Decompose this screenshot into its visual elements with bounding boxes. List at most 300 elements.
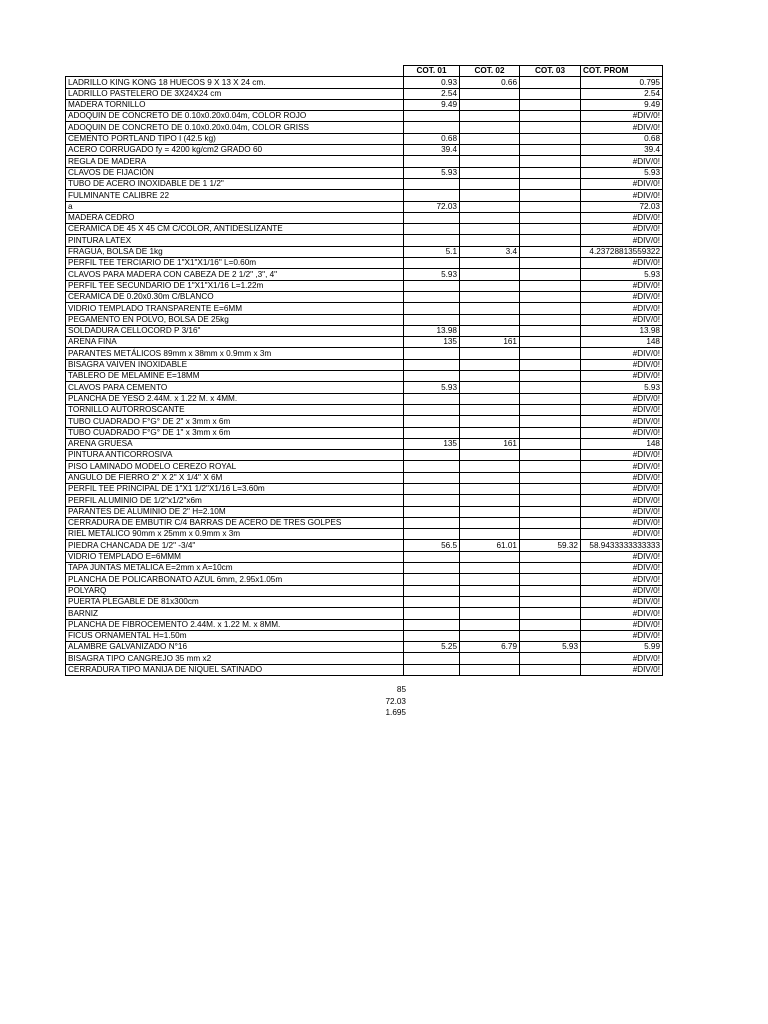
cell-cot-prom[interactable]: 4.23728813559322 xyxy=(581,246,663,257)
cell-description[interactable]: PLANCHA DE FIBROCEMENTO 2.44M. x 1.22 M. x 8MM. xyxy=(66,619,404,630)
cell-cot-01[interactable] xyxy=(404,619,460,630)
cell-cot-03[interactable] xyxy=(520,111,581,122)
cell-cot-02[interactable] xyxy=(460,212,520,223)
cell-cot-02[interactable] xyxy=(460,258,520,269)
cell-cot-01[interactable] xyxy=(404,574,460,585)
cell-cot-01[interactable] xyxy=(404,585,460,596)
cell-description[interactable]: CERRADURA TIPO MANIJA DE NIQUEL SATINADO xyxy=(66,664,404,675)
table-row xyxy=(66,540,663,551)
cell-description[interactable]: BARNIZ xyxy=(66,608,404,619)
cell-cot-03[interactable] xyxy=(520,156,581,167)
cell-cot-03[interactable] xyxy=(520,608,581,619)
cell-cot-prom[interactable]: 148 xyxy=(581,337,663,348)
cell-cot-prom[interactable]: #DIV/0! xyxy=(581,495,663,506)
cell-cot-02[interactable]: 3.4 xyxy=(460,246,520,257)
cell-cot-prom[interactable]: 5.93 xyxy=(581,269,663,280)
cell-cot-03[interactable] xyxy=(520,348,581,359)
cell-cot-prom[interactable]: #DIV/0! xyxy=(581,291,663,302)
cell-cot-01[interactable] xyxy=(404,450,460,461)
table-row xyxy=(66,642,663,653)
cell-description[interactable]: SOLDADURA CELLOCORD P 3/16" xyxy=(66,325,404,336)
cell-cot-01[interactable] xyxy=(404,178,460,189)
cell-cot-02[interactable] xyxy=(460,450,520,461)
cell-cot-prom[interactable]: #DIV/0! xyxy=(581,212,663,223)
table-row xyxy=(66,280,663,291)
cell-cot-02[interactable] xyxy=(460,156,520,167)
cell-cot-prom[interactable]: #DIV/0! xyxy=(581,348,663,359)
cell-description[interactable]: TABLERO DE MELAMINE E=18MM xyxy=(66,371,404,382)
cell-cot-01[interactable] xyxy=(404,291,460,302)
cell-cot-03[interactable] xyxy=(520,133,581,144)
cell-cot-01[interactable] xyxy=(404,416,460,427)
cell-cot-prom[interactable]: #DIV/0! xyxy=(581,461,663,472)
cell-cot-prom[interactable]: #DIV/0! xyxy=(581,371,663,382)
cell-description[interactable]: PISO LAMINADO MODELO CEREZO ROYAL xyxy=(66,461,404,472)
cell-cot-prom[interactable]: #DIV/0! xyxy=(581,517,663,528)
cell-cot-01[interactable]: 5.93 xyxy=(404,167,460,178)
cell-cot-01[interactable] xyxy=(404,517,460,528)
cell-cot-02[interactable] xyxy=(460,314,520,325)
cell-cot-02[interactable] xyxy=(460,404,520,415)
cell-cot-01[interactable] xyxy=(404,472,460,483)
cell-cot-02[interactable]: 0.66 xyxy=(460,77,520,88)
cell-cot-01[interactable] xyxy=(404,190,460,201)
header-cot-01[interactable]: COT. 01 xyxy=(404,66,460,77)
cell-cot-01[interactable] xyxy=(404,393,460,404)
cell-description[interactable]: CERAMICA DE 45 X 45 CM C/COLOR, ANTIDESLIZANTE xyxy=(66,224,404,235)
cell-cot-01[interactable] xyxy=(404,596,460,607)
cell-cot-prom[interactable]: #DIV/0! xyxy=(581,483,663,494)
cell-cot-03[interactable] xyxy=(520,596,581,607)
table-row xyxy=(66,325,663,336)
cell-cot-01[interactable] xyxy=(404,608,460,619)
cell-cot-02[interactable] xyxy=(460,461,520,472)
cell-description[interactable]: PLANCHA DE POLICARBONATO AZUL 6mm, 2.95x1.05m xyxy=(66,574,404,585)
cell-cot-01[interactable]: 5.1 xyxy=(404,246,460,257)
table-row xyxy=(66,483,663,494)
cell-cot-01[interactable] xyxy=(404,563,460,574)
cell-cot-01[interactable] xyxy=(404,224,460,235)
cell-cot-02[interactable] xyxy=(460,359,520,370)
cell-description[interactable]: TORNILLO AUTORROSCANTE xyxy=(66,404,404,415)
cell-cot-prom[interactable]: 0.68 xyxy=(581,133,663,144)
cell-description[interactable]: CERAMICA DE 0.20x0.30m C/BLANCO xyxy=(66,291,404,302)
cell-cot-03[interactable] xyxy=(520,427,581,438)
cell-cot-03[interactable] xyxy=(520,325,581,336)
cell-cot-03[interactable] xyxy=(520,190,581,201)
cell-cot-03[interactable] xyxy=(520,224,581,235)
cell-cot-03[interactable] xyxy=(520,495,581,506)
cell-cot-prom[interactable]: #DIV/0! xyxy=(581,280,663,291)
cell-cot-01[interactable]: 5.25 xyxy=(404,642,460,653)
cell-cot-prom[interactable]: #DIV/0! xyxy=(581,551,663,562)
cell-cot-prom[interactable]: #DIV/0! xyxy=(581,427,663,438)
cell-cot-prom[interactable]: 9.49 xyxy=(581,99,663,110)
cell-cot-03[interactable]: 5.93 xyxy=(520,642,581,653)
cell-cot-01[interactable] xyxy=(404,664,460,675)
cell-cot-01[interactable] xyxy=(404,371,460,382)
cell-cot-prom[interactable]: #DIV/0! xyxy=(581,404,663,415)
cell-description[interactable]: ANGULO DE FIERRO 2" X 2" X 1/4" X 6M xyxy=(66,472,404,483)
cell-cot-01[interactable] xyxy=(404,506,460,517)
cell-cot-prom[interactable]: 148 xyxy=(581,438,663,449)
table-row xyxy=(66,314,663,325)
header-cot-prom[interactable]: COT. PROM xyxy=(581,66,663,77)
cell-cot-prom[interactable]: #DIV/0! xyxy=(581,190,663,201)
cell-cot-02[interactable] xyxy=(460,472,520,483)
cell-cot-prom[interactable]: #DIV/0! xyxy=(581,258,663,269)
cell-cot-prom[interactable]: #DIV/0! xyxy=(581,122,663,133)
cell-cot-03[interactable] xyxy=(520,212,581,223)
cell-cot-02[interactable] xyxy=(460,551,520,562)
cell-cot-prom[interactable]: 72.03 xyxy=(581,201,663,212)
cell-description[interactable]: TUBO CUADRADO F°G° DE 1" x 3mm x 6m xyxy=(66,427,404,438)
cell-cot-01[interactable] xyxy=(404,156,460,167)
cell-cot-02[interactable] xyxy=(460,585,520,596)
table-row xyxy=(66,178,663,189)
cell-description[interactable]: PERFIL TEE PRINCIPAL DE 1"X1 1/2"X1/16 L=3.60m xyxy=(66,483,404,494)
header-cot-03[interactable]: COT. 03 xyxy=(520,66,581,77)
cell-description[interactable]: PEGAMENTO EN POLVO, BOLSA DE 25kg xyxy=(66,314,404,325)
cell-cot-01[interactable]: 13.98 xyxy=(404,325,460,336)
cell-cot-03[interactable] xyxy=(520,416,581,427)
cell-cot-03[interactable] xyxy=(520,382,581,393)
cell-description[interactable]: VIDRIO TEMPLADO TRANSPARENTE E=6MM xyxy=(66,303,404,314)
cell-description[interactable]: CLAVOS DE FIJACIÓN xyxy=(66,167,404,178)
cell-cot-02[interactable] xyxy=(460,178,520,189)
cell-cot-02[interactable] xyxy=(460,495,520,506)
cell-cot-prom[interactable]: 0.795 xyxy=(581,77,663,88)
cell-cot-02[interactable] xyxy=(460,371,520,382)
cell-cot-02[interactable]: 6.79 xyxy=(460,642,520,653)
cell-description[interactable]: VIDRIO TEMPLADO E=6MMM xyxy=(66,551,404,562)
table-row xyxy=(66,438,663,449)
cell-cot-02[interactable] xyxy=(460,653,520,664)
cell-cot-02[interactable] xyxy=(460,269,520,280)
cell-cot-prom[interactable]: #DIV/0! xyxy=(581,235,663,246)
cell-cot-02[interactable] xyxy=(460,416,520,427)
cell-description[interactable]: PUERTA PLEGABLE DE 81x300cm xyxy=(66,596,404,607)
cell-cot-01[interactable] xyxy=(404,111,460,122)
cell-cot-02[interactable] xyxy=(460,483,520,494)
loose-value-cell[interactable]: 85 xyxy=(396,685,406,694)
cell-cot-03[interactable] xyxy=(520,472,581,483)
loose-value-cell[interactable]: 72.03 xyxy=(385,696,406,706)
cell-cot-prom[interactable]: #DIV/0! xyxy=(581,574,663,585)
cell-cot-03[interactable] xyxy=(520,280,581,291)
cell-cot-02[interactable] xyxy=(460,224,520,235)
cell-cot-03[interactable] xyxy=(520,461,581,472)
cell-cot-02[interactable] xyxy=(460,563,520,574)
cell-cot-01[interactable] xyxy=(404,280,460,291)
table-row xyxy=(66,393,663,404)
cell-cot-03[interactable] xyxy=(520,88,581,99)
cell-cot-02[interactable] xyxy=(460,133,520,144)
cell-cot-01[interactable] xyxy=(404,461,460,472)
cell-cot-03[interactable] xyxy=(520,574,581,585)
cell-cot-02[interactable] xyxy=(460,348,520,359)
cell-cot-02[interactable] xyxy=(460,111,520,122)
cell-cot-02[interactable] xyxy=(460,619,520,630)
cell-cot-03[interactable] xyxy=(520,450,581,461)
cell-cot-02[interactable] xyxy=(460,167,520,178)
cell-cot-prom[interactable]: #DIV/0! xyxy=(581,596,663,607)
cell-description[interactable]: ARENA GRUESA xyxy=(66,438,404,449)
cell-cot-02[interactable] xyxy=(460,506,520,517)
cell-cot-prom[interactable]: #DIV/0! xyxy=(581,608,663,619)
cell-description[interactable]: ACERO CORRUGADO fy = 4200 kg/cm2 GRADO 60 xyxy=(66,145,404,156)
cell-cot-02[interactable] xyxy=(460,393,520,404)
cell-cot-03[interactable] xyxy=(520,619,581,630)
cell-cot-02[interactable] xyxy=(460,190,520,201)
header-cot-02[interactable]: COT. 02 xyxy=(460,66,520,77)
cell-cot-02[interactable] xyxy=(460,517,520,528)
table-row xyxy=(66,461,663,472)
cell-cot-03[interactable] xyxy=(520,303,581,314)
cell-cot-01[interactable]: 2.54 xyxy=(404,88,460,99)
cell-cot-prom[interactable]: #DIV/0! xyxy=(581,619,663,630)
cell-cot-01[interactable]: 39.4 xyxy=(404,145,460,156)
cell-description[interactable]: PINTURA LATEX xyxy=(66,235,404,246)
cell-cot-01[interactable]: 56.5 xyxy=(404,540,460,551)
cell-cot-03[interactable] xyxy=(520,359,581,370)
cell-description[interactable]: CLAVOS PARA MADERA CON CABEZA DE 2 1/2" ,3", 4" xyxy=(66,269,404,280)
cell-cot-02[interactable] xyxy=(460,99,520,110)
cell-description[interactable]: BISAGRA TIPO CANGREJO 35 mm x2 xyxy=(66,653,404,664)
cell-cot-prom[interactable]: #DIV/0! xyxy=(581,450,663,461)
cell-cot-prom[interactable]: 58.9433333333333 xyxy=(581,540,663,551)
cell-cot-prom[interactable]: 13.98 xyxy=(581,325,663,336)
cell-cot-03[interactable] xyxy=(520,438,581,449)
cell-cot-02[interactable]: 61.01 xyxy=(460,540,520,551)
cell-cot-03[interactable] xyxy=(520,178,581,189)
cell-description[interactable]: PARANTES DE ALUMINIO DE 2" H=2.10M xyxy=(66,506,404,517)
cell-description[interactable]: FICUS ORNAMENTAL H=1.50m xyxy=(66,630,404,641)
cell-cot-01[interactable] xyxy=(404,258,460,269)
cell-description[interactable]: TUBO DE ACERO INOXIDABLE DE 1 1/2" xyxy=(66,178,404,189)
cell-cot-prom[interactable]: #DIV/0! xyxy=(581,472,663,483)
cell-cot-02[interactable] xyxy=(460,280,520,291)
cell-cot-03[interactable] xyxy=(520,291,581,302)
cell-description[interactable]: ADOQUIN DE CONCRETO DE 0.10x0.20x0.04m, COLOR GRISS xyxy=(66,122,404,133)
cell-cot-02[interactable] xyxy=(460,145,520,156)
header-row xyxy=(66,66,663,77)
cell-cot-03[interactable] xyxy=(520,337,581,348)
cell-cot-01[interactable] xyxy=(404,348,460,359)
cell-cot-01[interactable] xyxy=(404,483,460,494)
cell-cot-02[interactable] xyxy=(460,291,520,302)
cell-cot-03[interactable] xyxy=(520,122,581,133)
cell-cot-03[interactable] xyxy=(520,145,581,156)
table-row xyxy=(66,653,663,664)
cell-description[interactable]: FRAGUA, BOLSA DE 1kg xyxy=(66,246,404,257)
cell-description[interactable]: PARANTES METÁLICOS 89mm x 38mm x 0.9mm x 3m xyxy=(66,348,404,359)
cell-cot-prom[interactable]: #DIV/0! xyxy=(581,563,663,574)
cell-description[interactable]: PIEDRA CHANCADA DE 1/2" -3/4" xyxy=(66,540,404,551)
cell-description[interactable]: PERFIL TEE SECUNDARIO DE 1"X1"X1/16 L=1.22m xyxy=(66,280,404,291)
cell-cot-02[interactable] xyxy=(460,664,520,675)
cell-cot-prom[interactable]: #DIV/0! xyxy=(581,178,663,189)
cell-cot-01[interactable]: 9.49 xyxy=(404,99,460,110)
cell-cot-01[interactable] xyxy=(404,529,460,540)
cell-cot-03[interactable]: 59.32 xyxy=(520,540,581,551)
cell-cot-01[interactable] xyxy=(404,235,460,246)
cell-cot-prom[interactable]: #DIV/0! xyxy=(581,111,663,122)
cell-cot-01[interactable] xyxy=(404,427,460,438)
cell-description[interactable]: POLYARQ xyxy=(66,585,404,596)
table-row xyxy=(66,88,663,99)
table-row xyxy=(66,495,663,506)
cell-cot-prom[interactable]: #DIV/0! xyxy=(581,393,663,404)
cell-description[interactable]: MADERA CEDRO xyxy=(66,212,404,223)
cell-description[interactable]: PINTURA ANTICORROSIVA xyxy=(66,450,404,461)
cell-cot-prom[interactable]: #DIV/0! xyxy=(581,156,663,167)
cell-description[interactable]: ALAMBRE GALVANIZADO N°16 xyxy=(66,642,404,653)
cell-cot-03[interactable] xyxy=(520,371,581,382)
cell-cot-02[interactable] xyxy=(460,201,520,212)
cell-description[interactable]: ARENA FINA xyxy=(66,337,404,348)
cell-cot-03[interactable] xyxy=(520,551,581,562)
cell-cot-01[interactable]: 135 xyxy=(404,438,460,449)
cell-description[interactable]: PERFIL ALUMINIO DE 1/2"x1/2"x6m xyxy=(66,495,404,506)
cell-cot-02[interactable] xyxy=(460,235,520,246)
table-row xyxy=(66,506,663,517)
table-row xyxy=(66,190,663,201)
cell-cot-prom[interactable]: #DIV/0! xyxy=(581,314,663,325)
table-row xyxy=(66,630,663,641)
cell-description[interactable]: PERFIL TEE TERCIARIO DE 1"X1"X1/16" L=0.60m xyxy=(66,258,404,269)
cell-cot-02[interactable] xyxy=(460,122,520,133)
cell-cot-03[interactable] xyxy=(520,201,581,212)
cell-cot-02[interactable] xyxy=(460,574,520,585)
table-row xyxy=(66,416,663,427)
cell-cot-01[interactable] xyxy=(404,551,460,562)
cell-cot-prom[interactable]: #DIV/0! xyxy=(581,630,663,641)
cell-cot-03[interactable] xyxy=(520,529,581,540)
cell-cot-01[interactable] xyxy=(404,303,460,314)
cell-description[interactable]: CERRADURA DE EMBUTIR C/4 BARRAS DE ACERO DE TRES GOLPES xyxy=(66,517,404,528)
cell-cot-01[interactable] xyxy=(404,630,460,641)
loose-value-cell[interactable]: 1.695 xyxy=(385,708,406,717)
cell-cot-03[interactable] xyxy=(520,314,581,325)
cell-cot-02[interactable]: 161 xyxy=(460,337,520,348)
cell-cot-03[interactable] xyxy=(520,167,581,178)
cell-cot-03[interactable] xyxy=(520,517,581,528)
cell-cot-01[interactable] xyxy=(404,495,460,506)
cell-description[interactable]: LADRILLO PASTELERO DE 3X24X24 cm xyxy=(66,88,404,99)
cell-cot-prom[interactable]: 5.99 xyxy=(581,642,663,653)
cell-description[interactable]: MADERA TORNILLO xyxy=(66,99,404,110)
cell-cot-01[interactable]: 0.68 xyxy=(404,133,460,144)
cell-cot-01[interactable]: 5.93 xyxy=(404,269,460,280)
cell-cot-01[interactable] xyxy=(404,404,460,415)
cell-cot-03[interactable] xyxy=(520,269,581,280)
cell-cot-prom[interactable]: 39.4 xyxy=(581,145,663,156)
cell-cot-01[interactable]: 5.93 xyxy=(404,382,460,393)
cell-cot-01[interactable] xyxy=(404,653,460,664)
cell-cot-02[interactable] xyxy=(460,630,520,641)
cell-cot-02[interactable] xyxy=(460,596,520,607)
cell-description[interactable]: FULMINANTE CALIBRE 22 xyxy=(66,190,404,201)
cell-cot-02[interactable]: 161 xyxy=(460,438,520,449)
cell-description[interactable]: CLAVOS PARA CEMENTO xyxy=(66,382,404,393)
cell-cot-03[interactable] xyxy=(520,585,581,596)
cell-cot-03[interactable] xyxy=(520,235,581,246)
cell-cot-02[interactable] xyxy=(460,427,520,438)
cell-cot-02[interactable] xyxy=(460,88,520,99)
table-row xyxy=(66,529,663,540)
cell-cot-prom[interactable]: #DIV/0! xyxy=(581,224,663,235)
cell-cot-03[interactable] xyxy=(520,393,581,404)
cell-cot-prom[interactable]: #DIV/0! xyxy=(581,359,663,370)
cell-cot-01[interactable] xyxy=(404,212,460,223)
cell-cot-02[interactable] xyxy=(460,529,520,540)
table-row xyxy=(66,619,663,630)
cell-cot-03[interactable] xyxy=(520,653,581,664)
cell-cot-02[interactable] xyxy=(460,608,520,619)
cell-description[interactable]: PLANCHA DE YESO 2.44M. x 1.22 M. x 4MM. xyxy=(66,393,404,404)
cell-cot-03[interactable] xyxy=(520,563,581,574)
cell-cot-03[interactable] xyxy=(520,77,581,88)
cell-cot-01[interactable] xyxy=(404,359,460,370)
cell-cot-02[interactable] xyxy=(460,382,520,393)
cell-cot-03[interactable] xyxy=(520,483,581,494)
cell-cot-01[interactable]: 0.93 xyxy=(404,77,460,88)
cell-cot-prom[interactable]: #DIV/0! xyxy=(581,529,663,540)
cell-description[interactable]: TAPA JUNTAS METALICA E=2mm x A=10cm xyxy=(66,563,404,574)
table-row xyxy=(66,404,663,415)
table-row xyxy=(66,167,663,178)
cell-cot-prom[interactable]: 5.93 xyxy=(581,382,663,393)
cell-cot-prom[interactable]: 5.93 xyxy=(581,167,663,178)
cell-cot-prom[interactable]: #DIV/0! xyxy=(581,664,663,675)
cell-description[interactable]: BISAGRA VAIVEN INOXIDABLE xyxy=(66,359,404,370)
cell-description[interactable]: TUBO CUADRADO F°G° DE 2" x 3mm x 6m xyxy=(66,416,404,427)
cell-cot-prom[interactable]: #DIV/0! xyxy=(581,585,663,596)
header-desc xyxy=(66,66,404,77)
cell-cot-01[interactable]: 135 xyxy=(404,337,460,348)
table-row xyxy=(66,235,663,246)
cell-description[interactable]: a xyxy=(66,201,404,212)
table-row xyxy=(66,563,663,574)
cell-cot-01[interactable] xyxy=(404,122,460,133)
cell-description[interactable]: RIEL METÁLICO 90mm x 25mm x 0.9mm x 3m xyxy=(66,529,404,540)
cell-cot-prom[interactable]: #DIV/0! xyxy=(581,416,663,427)
table-row xyxy=(66,133,663,144)
cell-cot-03[interactable] xyxy=(520,506,581,517)
cell-cot-03[interactable] xyxy=(520,404,581,415)
table-row xyxy=(66,156,663,167)
cell-cot-03[interactable] xyxy=(520,258,581,269)
cell-cot-03[interactable] xyxy=(520,664,581,675)
table-row xyxy=(66,246,663,257)
cell-cot-prom[interactable]: #DIV/0! xyxy=(581,303,663,314)
cell-cot-03[interactable] xyxy=(520,630,581,641)
cell-cot-03[interactable] xyxy=(520,99,581,110)
cell-description[interactable]: ADOQUIN DE CONCRETO DE 0.10x0.20x0.04m, COLOR ROJO xyxy=(66,111,404,122)
cell-cot-prom[interactable]: 2.54 xyxy=(581,88,663,99)
cell-description[interactable]: REGLA DE MADERA xyxy=(66,156,404,167)
cell-cot-01[interactable] xyxy=(404,314,460,325)
cell-description[interactable]: CEMENTO PORTLAND TIPO I (42.5 kg) xyxy=(66,133,404,144)
cell-cot-03[interactable] xyxy=(520,246,581,257)
cell-cot-01[interactable]: 72.03 xyxy=(404,201,460,212)
cell-description[interactable]: LADRILLO KING KONG 18 HUECOS 9 X 13 X 24 cm. xyxy=(66,77,404,88)
cell-cot-prom[interactable]: #DIV/0! xyxy=(581,506,663,517)
cell-cot-prom[interactable]: #DIV/0! xyxy=(581,653,663,664)
cell-cot-02[interactable] xyxy=(460,325,520,336)
cell-cot-02[interactable] xyxy=(460,303,520,314)
